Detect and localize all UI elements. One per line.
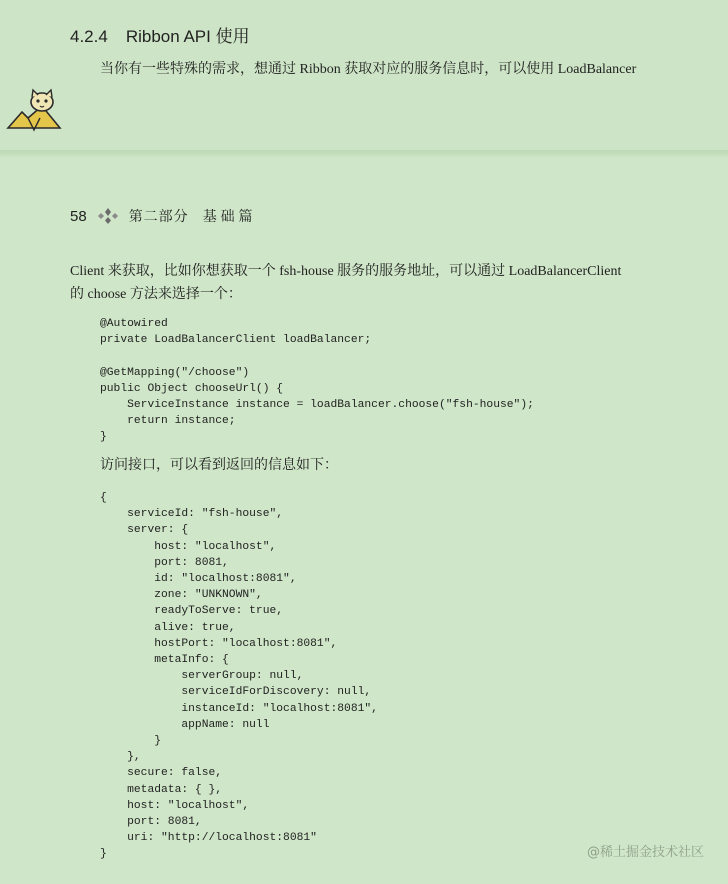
page-number: 58 [70,207,87,225]
section-number: 4.2.4 [70,27,108,46]
paragraph-line-1: Client 来获取，比如你想获取一个 fsh-house 服务的服务地址，可以通过 LoadBalancerClient [70,264,622,279]
page-header [70,206,252,226]
paragraph-response-intro: 访问接口，可以看到返回的信息如下： [100,458,338,473]
part-name: 基 础 篇 [202,208,253,224]
tomcat-cat-icon [6,88,62,134]
page-divider [0,150,728,158]
paragraph-line-2: 的 choose 方法来选择一个： [70,287,242,302]
intro-text: 当你有一些特殊的需求，想通过 Ribbon 获取对应的服务信息时，可以使用 LoadBalancer [100,62,637,77]
code-block-response: { serviceId: "fsh-house", server: { host: "localhost", port: 8081, id: "localhost:8081", zone: "UNKNOWN", readyToServe: true, alive: true, hostPort: "localhost:8081", metaInfo: { serverGroup: null, serviceIdForDiscovery: null, instanceId: "localhost:8081", appName: null } }, secure: false, metadata: { }, host: "localhost", port: 8081, uri: "http://localhost:8081" } [100,492,378,861]
part-label: 第二部分 [128,208,189,224]
section-title: Ribbon API 使用 [125,27,250,46]
code-block-controller: @Autowired private LoadBalancerClient loadBalancer; @GetMapping("/choose") public Object chooseUrl() { ServiceInstance instance = loadBalancer.choose("fsh-house"); return instance; } [100,318,534,444]
section-heading [70,22,250,47]
diamond-ornament-icon [97,207,119,225]
watermark: @稀土掘金技术社区 [586,845,704,860]
